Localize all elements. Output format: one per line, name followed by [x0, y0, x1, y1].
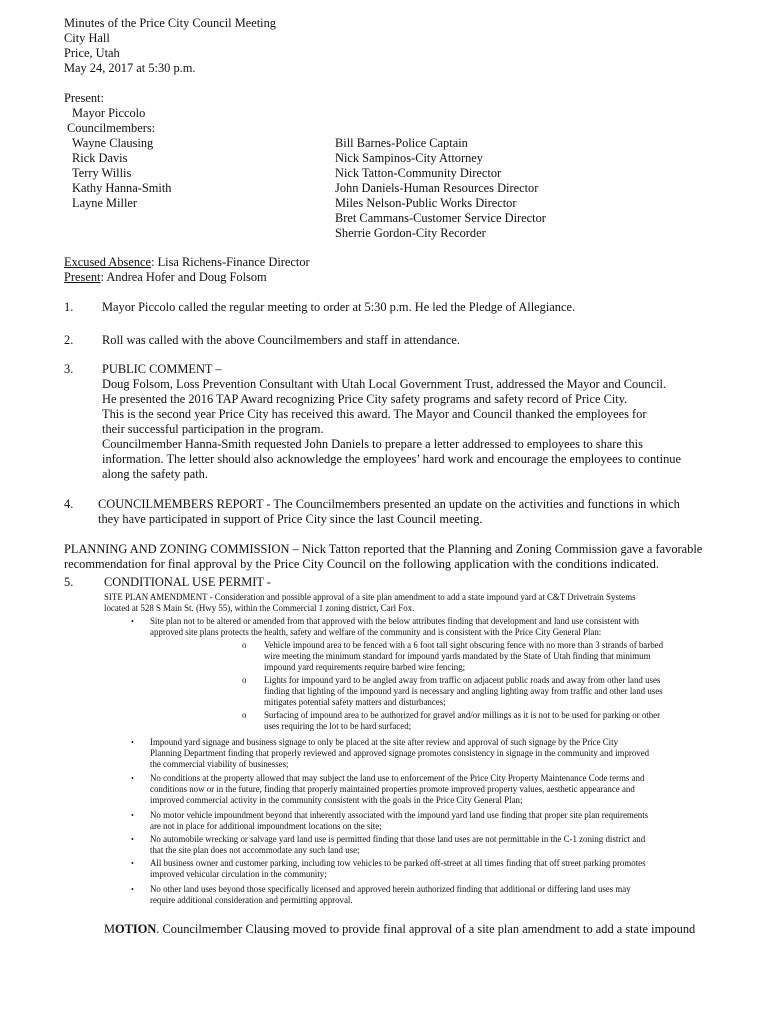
motion-prefix: M	[104, 922, 116, 936]
item-number: 4.	[64, 497, 74, 511]
meeting-date: May 24, 2017 at 5:30 p.m.	[64, 61, 196, 75]
sub-bullet-icon: o	[242, 675, 247, 685]
staff-name: Bret Cammans-Customer Service Director	[335, 211, 546, 225]
planning-text: PLANNING AND ZONING COMMISSION – Nick Tatton reported that the Planning and Zoning Commission gave a favorable	[64, 542, 703, 556]
condition-text: conditions now or in the future, finding that properly maintained properties promote improved property values, aesthetic appearance and	[150, 784, 635, 794]
staff-name: Sherrie Gordon-City Recorder	[335, 226, 486, 240]
condition-text: that the site plan does not accommodate any such land use;	[150, 845, 360, 855]
also-present-value: : Andrea Hofer and Doug Folsom	[100, 270, 267, 284]
condition-text: approved site plans protects the health, safety and welfare of the community and is consistent with the Price City General Plan:	[150, 627, 602, 637]
staff-name: John Daniels-Human Resources Director	[335, 181, 539, 195]
bullet-icon: •	[131, 617, 134, 626]
item-heading: PUBLIC COMMENT –	[102, 362, 222, 376]
condition-text: No motor vehicle impoundment beyond that inherently associated with the impound yard land use finding that proper site plan requirements	[150, 810, 649, 820]
staff-name: Bill Barnes-Police Captain	[335, 136, 468, 150]
condition-text: Planning Department finding that properly reviewed and approved signage promotes consistency in signage in the community and improved	[150, 748, 650, 758]
staff-name: Nick Tatton-Community Director	[335, 166, 502, 180]
councilmember-name: Terry Willis	[72, 166, 132, 180]
sub-condition-text: impound yard requirements require barbed wire fencing;	[264, 662, 466, 672]
planning-text: recommendation for final approval by the Price City Council on the following application with the conditions indicated.	[64, 557, 659, 571]
bullet-icon: •	[131, 859, 134, 868]
councilmember-name: Rick Davis	[72, 151, 128, 165]
condition-text: All business owner and customer parking, including tow vehicles to be parked off-street at all times finding that off street parking promotes	[150, 858, 646, 868]
item-text: Mayor Piccolo called the regular meeting to order at 5:30 p.m. He led the Pledge of Allegiance.	[102, 300, 576, 314]
item-number: 2.	[64, 333, 74, 347]
excused-absence-value: : Lisa Richens-Finance Director	[151, 255, 310, 269]
document-title: Minutes of the Price City Council Meeting	[64, 16, 276, 30]
bullet-icon: •	[131, 885, 134, 894]
councilmember-name: Kathy Hanna-Smith	[72, 181, 172, 195]
mayor-name: Mayor Piccolo	[72, 106, 146, 120]
sub-condition-text: Vehicle impound area to be fenced with a 6 foot tall sight obscuring fence with no more than 3 strands of barbed	[264, 640, 664, 650]
councilmember-name: Layne Miller	[72, 196, 138, 210]
excused-absence-label: Excused Absence	[64, 255, 152, 269]
item-text: along the safety path.	[102, 467, 208, 481]
excused-absence-line	[64, 255, 310, 270]
item-text: This is the second year Price City has received this award. The Mayor and Council thanked the employees for	[102, 407, 647, 421]
sub-bullet-icon: o	[242, 710, 247, 720]
condition-text: Impound yard signage and business signage to only be placed at the site after review and approval of such signage by the Price City	[150, 737, 619, 747]
item-number: 3.	[64, 362, 74, 376]
item-text: Roll was called with the above Councilmembers and staff in attendance.	[102, 333, 460, 347]
item-number: 5.	[64, 575, 74, 589]
staff-name: Nick Sampinos-City Attorney	[335, 151, 483, 165]
condition-text: the commercial viability of businesses;	[150, 759, 289, 769]
also-present-label: Present	[64, 270, 101, 284]
bullet-icon: •	[131, 835, 134, 844]
condition-text: are not in place for additional impoundment locations on the site;	[150, 821, 382, 831]
sub-condition-text: mitigates potential safety matters and disturbances;	[264, 697, 446, 707]
sub-condition-text: uses requiring the lot to be hard surfaced;	[264, 721, 412, 731]
item-text: He presented the 2016 TAP Award recognizing Price City safety programs and safety record of Price City.	[102, 392, 628, 406]
item-number: 1.	[64, 300, 74, 314]
item-text: COUNCILMEMBERS REPORT - The Councilmembers presented an update on the activities and functions in which	[98, 497, 680, 511]
sub-condition-text: Lights for impound yard to be angled away from traffic on adjacent public roads and away from other land uses	[264, 675, 661, 685]
meeting-city: Price, Utah	[64, 46, 120, 60]
item-text: their successful participation in the program.	[102, 422, 324, 436]
motion-line	[104, 922, 695, 937]
sub-bullet-icon: o	[242, 640, 247, 650]
meeting-place: City Hall	[64, 31, 110, 45]
sub-condition-text: Surfacing of impound area to be authorized for gravel and/or millings as it is not to be used for parking or other	[264, 710, 661, 720]
sub-condition-text: finding that lighting of the impound yard is necessary and angling lighting away from traffic and other land uses	[264, 686, 663, 696]
item-heading: CONDITIONAL USE PERMIT -	[104, 575, 271, 589]
councilmember-name: Wayne Clausing	[72, 136, 154, 150]
sub-condition-text: wire meeting the minimum standard for impound yards mandated by the State of Utah finding that minimum	[264, 651, 651, 661]
condition-text: require additional consideration and permitting approval.	[150, 895, 353, 905]
condition-text: No other land uses beyond those specifically licensed and approved herein authorized finding that additional or differing land uses may	[150, 884, 631, 894]
site-plan-intro: SITE PLAN AMENDMENT - Consideration and possible approval of a site plan amendment to add a state impound yard at C&T Drivetrain Systems	[104, 592, 636, 602]
bullet-icon: •	[131, 774, 134, 783]
item-text: Councilmember Hanna-Smith requested John Daniels to prepare a letter addressed to employees to share this	[102, 437, 643, 451]
item-text: they have participated in support of Price City since the last Council meeting.	[98, 512, 483, 526]
present-label: Present:	[64, 91, 104, 105]
condition-text: improved vehicular circulation in the community;	[150, 869, 327, 879]
site-plan-intro: located at 528 S Main St. (Hwy 55), within the Commercial 1 zoning district, Carl Fox.	[104, 603, 415, 613]
item-text: Doug Folsom, Loss Prevention Consultant with Utah Local Government Trust, addressed the Mayor and Council.	[102, 377, 667, 391]
councilmembers-label: Councilmembers:	[67, 121, 156, 135]
bullet-icon: •	[131, 811, 134, 820]
staff-name: Miles Nelson-Public Works Director	[335, 196, 517, 210]
motion-prefix-bold: OTION	[115, 922, 157, 936]
condition-text: improved commercial activity in the community consistent with the goals in the Price City General Plan;	[150, 795, 523, 805]
item-text: information. The letter should also acknowledge the employees’ hard work and encourage the employees to continue	[102, 452, 681, 466]
condition-text: No automobile wrecking or salvage yard land use is permitted finding that those land uses are not permittable in the C-1 zoning district and	[150, 834, 646, 844]
motion-text: . Councilmember Clausing moved to provide final approval of a site plan amendment to add a state impound	[156, 922, 696, 936]
also-present-line	[64, 270, 267, 285]
condition-text: Site plan not to be altered or amended from that approved with the below attributes finding that development and land use consistent with	[150, 616, 639, 626]
condition-text: No conditions at the property allowed that may subject the land use to enforcement of the Price City Property Maintenance Code terms and	[150, 773, 645, 783]
bullet-icon: •	[131, 738, 134, 747]
